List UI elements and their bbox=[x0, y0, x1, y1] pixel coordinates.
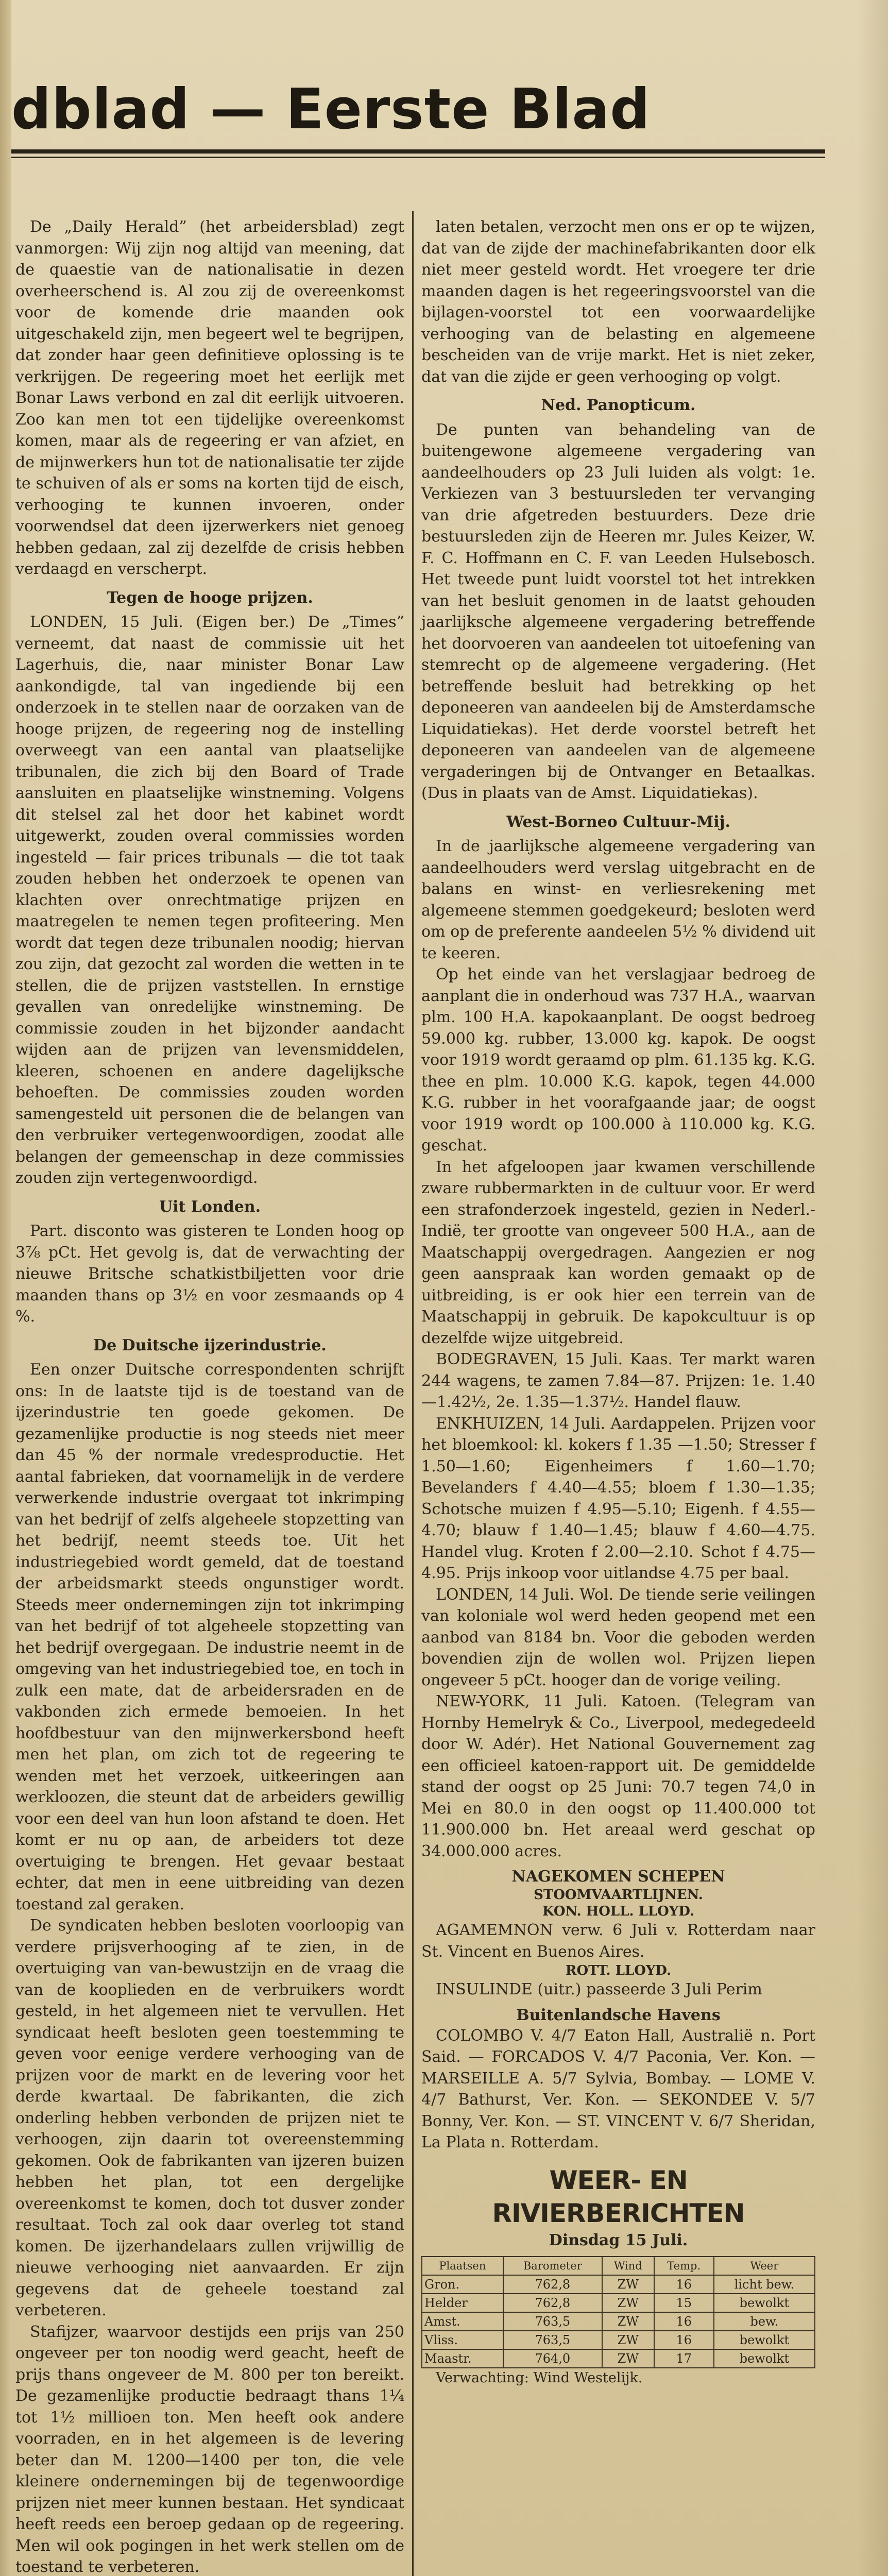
table-header-cell: Temp. bbox=[654, 2257, 714, 2275]
column-divider bbox=[412, 211, 414, 2576]
market-report: BODEGRAVEN, 15 Juli. Kaas. Ter markt waren 244 wagens, te zamen 7.84—87. Prijzen: 1e. 1.40—1.42½, 2e. 1.35—1.37½. Handel flauw. bbox=[421, 1350, 815, 1411]
table-cell: 763,5 bbox=[503, 2331, 602, 2349]
article-text: Stafijzer, waarvoor destijds een prijs van 250 ongeveer per ton noodig werd geacht, heeft de prijs thans ongeveer de M. 800 per ton bereikt. De gezamenlijke productie bedraagt thans 1¼ tot 1½ millioen ton. Men heeft ook andere voorraden, en in het algemeen is de levering beter dan M. 1200—1400 per ton, die vele kleinere ondernemingen bij de tegenwoordige prijzen niet meer kunnen bestaan. Het syndicaat heeft reeds een beroep gedaan op de regeering. Men wil ook pogingen in het werk stellen om de toestand te verbeteren. bbox=[15, 2323, 404, 2576]
article-text: Op het einde van het verslagjaar bedroeg de aanplant die in onderhoud was 737 H.A., waarvan plm. 100 H.A. kapokaanplant. De oogst bedroeg 59.000 kg. rubber, 13.000 kg. kapok. De oogst voor 1919 wordt geraamd op plm. 61.135 kg. K.G. thee en plm. 10.000 K.G. kapok, tegen 44.000 K.G. rubber in het voorafgaande jaar; de oogst voor 1919 wordt op 100.000 à 110.000 kg. K.G. geschat. bbox=[421, 965, 815, 1155]
table-cell: ZW bbox=[602, 2294, 654, 2312]
table-cell: bew. bbox=[714, 2312, 815, 2331]
table-cell: 15 bbox=[654, 2294, 714, 2312]
weather-table-header bbox=[422, 2257, 815, 2275]
table-row bbox=[422, 2275, 815, 2294]
table-cell: licht bew. bbox=[714, 2275, 815, 2294]
article-text: LONDEN, 15 Juli. (Eigen ber.) De „Times” verneemt, dat naast de commissie uit het Lagerhuis, die, naar minister Bonar Law aankondigde, tal van ingediende bij een onderzoek in te stellen naar de oorzaken van de hooge prijzen, de regeering nog de instelling overweegt van een aantal van plaatselijke tribunalen, die zich bij den Board of Trade aansluiten en plaatselijke winstneming. Volgens dit stelsel zal het door het kabinet wordt uitgewerkt, zouden overal commissies worden ingesteld — fair prices tribunals — die tot taak zouden hebben het onderzoek te openen van klachten over onrechtmatige prijzen en maatregelen te nemen tegen profiteering. Men wordt dat tegen deze tribunalen noodig; hiervan zou zijn, dat gezocht zal worden die wetten in te stellen, die de prijzen vaststellen. In ernstige gevallen van onredelijke winstneming. De commissie zouden in het bijzonder aandacht wijden aan de prijzen van levensmiddelen, kleeren, schoenen en andere dagelijksche behoeften. De commissies zouden worden samengesteld uit personen die de belangen van den verbruiker vertegenwoordigen, zoodat alle belangen der gemeenschap in deze commissies zouden zijn vertegenwoordigd. bbox=[15, 613, 404, 1187]
table-row bbox=[422, 2331, 815, 2349]
article-heading: West-Borneo Cultuur-Mij. bbox=[506, 812, 730, 831]
shipping-heading: Buitenlandsche Havens bbox=[516, 2006, 721, 2024]
table-cell: ZW bbox=[602, 2275, 654, 2294]
table-header-cell: Plaatsen bbox=[422, 2257, 503, 2275]
table-cell: 762,8 bbox=[503, 2294, 602, 2312]
article-heading: Tegen de hooge prijzen. bbox=[107, 588, 313, 607]
masthead-rule-top bbox=[11, 149, 825, 154]
table-cell: Helder bbox=[422, 2294, 503, 2312]
shipping-entry: INSULINDE (uitr.) passeerde 3 Juli Perim bbox=[436, 1980, 762, 1998]
table-row bbox=[422, 2312, 815, 2331]
table-cell: ZW bbox=[602, 2312, 654, 2331]
table-cell: 16 bbox=[654, 2331, 714, 2349]
table-cell: 763,5 bbox=[503, 2312, 602, 2331]
shipping-line-name: ROTT. LLOYD. bbox=[565, 1963, 672, 1978]
shipping-entry: AGAMEMNON verw. 6 Juli v. Rotterdam naar St. Vincent en Buenos Aires. bbox=[421, 1921, 815, 1961]
table-cell: ZW bbox=[602, 2349, 654, 2368]
masthead-rule-bottom bbox=[11, 157, 825, 158]
weather-title: WEER- EN RIVIERBERICHTEN bbox=[492, 2165, 745, 2228]
article-text: De syndicaten hebben besloten voorloopig van verdere prijsverhooging af te zien, in de overtuiging van van-bewustzijn en de vraag die van de kooplieden en de verbruikers wordt gesteld, in het algemeen niet te vervullen. Het syndicaat heeft besloten geen toestemming te geven voor eenige verdere verhooging van de prijzen voor de markt en de levering voor het derde kwartaal. De fabrikanten, die zich onderling hebben verbonden de prijzen niet te verhoogen, zijn daarin tot overeenstemming gekomen. Ook de fabrikanten van ijzeren buizen hebben het plan, tot een dergelijke overeenkomst te komen, doch tot dusver zonder resultaat. Toch zal ook daar overleg tot stand komen. De ijzerhandelaars zullen vrijwillig de nieuwe verhooging niet aanvaarden. Er zijn gegevens dat de geheele toestand zal verbeteren. bbox=[15, 1917, 404, 2319]
table-header-cell: Barometer bbox=[503, 2257, 602, 2275]
table-header-cell: Weer bbox=[714, 2257, 815, 2275]
article-text: Part. disconto was gisteren te Londen hoog op 3⅞ pCt. Het gevolg is, dat de verwachting der nieuwe Britsche schatkistbiljetten voor drie maanden thans op 3½ en voor zesmaands op 4 %. bbox=[15, 1222, 404, 1326]
shipping-entry: COLOMBO V. 4/7 Eaton Hall, Australië n. Port Said. — FORCADOS V. 4/7 Paconia, Ver. Kon. — MARSEILLE A. 5/7 Sylvia, Bombay. — LOME V. 4/7 Bathurst, Ver. Kon. — SEKONDEE V. 5/7 Bonny, Ver. Kon. — ST. VINCENT V. 6/7 Sheridan, La Plata n. Rotterdam. bbox=[421, 2026, 815, 2151]
article-text: Een onzer Duitsche correspondenten schrijft ons: In de laatste tijd is de toestand van de ijzerindustrie ten goede gekomen. De gezamenlijke productie is nog steeds niet meer dan 45 % der normale vredesproductie. Het aantal fabrieken, dat voornamelijk in de verdere verwerkende industrie overgaat tot inkrimping van het bedrijf of zelfs algeheele stopzetting van het bedrijf, neemt steeds toe. Uit het industriegebied wordt gemeld, dat de toestand der arbeidsmarkt steeds ongunstiger wordt. Steeds meer ondernemingen zijn tot inkrimping van het bedrijf of tot algeheele stopzetting van het bedrijf overgegaan. De industrie neemt in de omgeving van het industriegebied toe, en toch in zulk een mate, dat de arbeidersraden en de vakbonden zich ermede bemoeien. In het hoofdbestuur van den mijnwerkersbond heeft men het plan, om zich tot de regeering te wenden met het verzoek, uitkeeringen aan werkloozen, die steunt dat de arbeiders gewillig voor een deel van hun loon afstand te doen. Het komt er nu op aan, de arbeiders tot deze overtuiging te brengen. Het gevaar bestaat echter, dat men in eene uitbreiding van dezen toestand zal geraken. bbox=[15, 1361, 404, 1913]
article-text: In de jaarlijksche algemeene vergadering van aandeelhouders werd verslag uitgebracht en de balans en winst- en verliesrekening met algemeene stemmen goedgekeurd; besloten werd om op de preferente aandeelen 5½ % dividend uit te keeren. bbox=[421, 837, 815, 962]
column-right bbox=[421, 216, 815, 2387]
table-cell: bewolkt bbox=[714, 2349, 815, 2368]
shipping-heading: NAGEKOMEN SCHEPEN bbox=[511, 1868, 725, 1886]
table-cell: 16 bbox=[654, 2312, 714, 2331]
column-left bbox=[15, 216, 404, 2576]
article-text: laten betalen, verzocht men ons er op te wijzen, dat van de zijde der machinefabrikanten door elk niet meer gesteld wordt. Het vroegere ter drie maanden dagen is het regeeringsvoorstel van die bijlagen-voorstel tot een voorwaardelijke verhooging van de belasting en algemeene bescheiden van de vrije markt. Het is niet zeker, dat van die zijde er geen verhooging op volgt. bbox=[421, 218, 815, 386]
market-report: LONDEN, 14 Juli. Wol. De tiende serie veilingen van koloniale wol werd heden geopend met een aanbod van 8184 bn. Voor die geboden werden bovendien zijn de wollen wol. Prijzen liepen ongeveer 5 pCt. hooger dan de vorige veiling. bbox=[421, 1585, 815, 1689]
shipping-line-name: KON. HOLL. LLOYD. bbox=[542, 1904, 695, 1919]
weather-note: Verwachting: Wind Westelijk. bbox=[436, 2370, 643, 2386]
table-cell: 764,0 bbox=[503, 2349, 602, 2368]
weather-table bbox=[421, 2256, 815, 2368]
article-heading: De Duitsche ijzerindustrie. bbox=[93, 1336, 327, 1354]
article-heading: Uit Londen. bbox=[159, 1197, 261, 1216]
table-header-cell: Wind bbox=[602, 2257, 654, 2275]
masthead bbox=[11, 77, 835, 196]
table-cell: 762,8 bbox=[503, 2275, 602, 2294]
table-cell: ZW bbox=[602, 2331, 654, 2349]
table-row bbox=[422, 2349, 815, 2368]
weather-date: Dinsdag 15 Juli. bbox=[549, 2231, 688, 2249]
table-row bbox=[422, 2294, 815, 2312]
table-cell: Gron. bbox=[422, 2275, 503, 2294]
table-cell: Vliss. bbox=[422, 2331, 503, 2349]
masthead-title: dblad — Eerste Blad bbox=[11, 77, 651, 142]
article-heading: Ned. Panopticum. bbox=[541, 396, 696, 414]
table-cell: 16 bbox=[654, 2275, 714, 2294]
market-report: ENKHUIZEN, 14 Juli. Aardappelen. Prijzen voor het bloemkool: kl. kokers f 1.35 —1.50; Stresser f 1.50—1.60; Eigenheimers f 1.60—1.70; Bevelanders f 4.40—4.55; bloem f 1.30—1.35; Schotsche muizen f 4.95—5.10; Eigenh. f 4.55—4.70; blauw f 1.40—1.45; blauw f 4.60—4.75. Handel vlug. Kroten f 2.00—2.10. Schot f 4.75—4.95. Prijs inkoop voor uitlandse 4.75 per baal. bbox=[421, 1414, 815, 1582]
table-cell: bewolkt bbox=[714, 2331, 815, 2349]
article-text: In het afgeloopen jaar kwamen verschillende zware rubbermarkten in de cultuur voor. Er werd een strafonderzoek ingesteld, gezien in Nederl.-Indië, ter grootte van ongeveer 500 H.A., aan de Maatschappij overgedragen. Aangezien er nog geen aanspraak kan worden gemaakt op de uitbreiding, is er ook hier een terrein van de Maatschappij in gebruik. De kapokcultuur is op dezelfde wijze uitgebreid. bbox=[421, 1158, 815, 1347]
market-report: NEW-YORK, 11 Juli. Katoen. (Telegram van Hornby Hemelryk & Co., Liverpool, medegedeeld door W. Adér). Het National Gouvernement zag een officieel katoen-rapport uit. De gemiddelde stand der oogst op 25 Juni: 70.7 tegen 74,0 in Mei en 80.0 in den oogst op 11.400.000 tot 11.900.000 bn. Het areaal werd geschat op 34.000.000 acres. bbox=[421, 1692, 815, 1860]
article-text: De „Daily Herald” (het arbeidersblad) zegt vanmorgen: Wij zijn nog altijd van meening, dat de quaestie van de nationalisatie in dezen overheerschend is. Al zou zij de overeenkomst voor de komende drie maanden ook uitgeschakeld zijn, men begeert wel te begrijpen, dat zonder haar geen definitieve oplossing is te verkrijgen. De regeering moet het eerlijk met Bonar Laws verbond en zal dit eerlijk uitvoeren. Zoo kan men tot een tijdelijke overeenkomst komen, maar als de regeering er van afziet, en de mijnwerkers hun tot de nationalisatie ter zijde te schuiven of als er soms na korten tijd de eisch, verhooging te kunnen invoeren, onder voorwendsel dat deen ijzerwerkers niet genoeg hebben gedaan, zal zij dezelfde de crisis hebben verdaagd en verscherpt. bbox=[15, 218, 404, 578]
table-cell: 17 bbox=[654, 2349, 714, 2368]
table-cell: Maastr. bbox=[422, 2349, 503, 2368]
table-cell: bewolkt bbox=[714, 2294, 815, 2312]
table-cell: Amst. bbox=[422, 2312, 503, 2331]
article-text: De punten van behandeling van de buitengewone algemeene vergadering van aandeelhouders op 23 Juli luiden als volgt: 1e. Verkiezen van 3 bestuursleden ter vervanging van drie afgetreden bestuurders. Deze drie bestuursleden zijn de Heeren mr. Jules Keizer, W. F. C. Hoffmann en C. F. van Leeden Hulsebosch. Het tweede punt luidt voorstel tot het intrekken van het besluit genomen in de laatst gehouden jaarlijksche algemeene vergadering betreffende het doorvoeren van aandeelen tot uitoefening van stemrecht op de algemeene vergadering. (Het betreffende besluit had betrekking op het deponeeren van aandeelen bij de Amsterdamsche Liquidatiekas). Het derde voorstel betreft het deponeeren van aandeelen van de algemeene vergaderingen bij de Ontvanger en Betaalkas. (Dus in plaats van de Amst. Liquidatiekas). bbox=[421, 420, 815, 802]
shipping-subheading: STOOMVAARTLIJNEN. bbox=[534, 1887, 703, 1903]
